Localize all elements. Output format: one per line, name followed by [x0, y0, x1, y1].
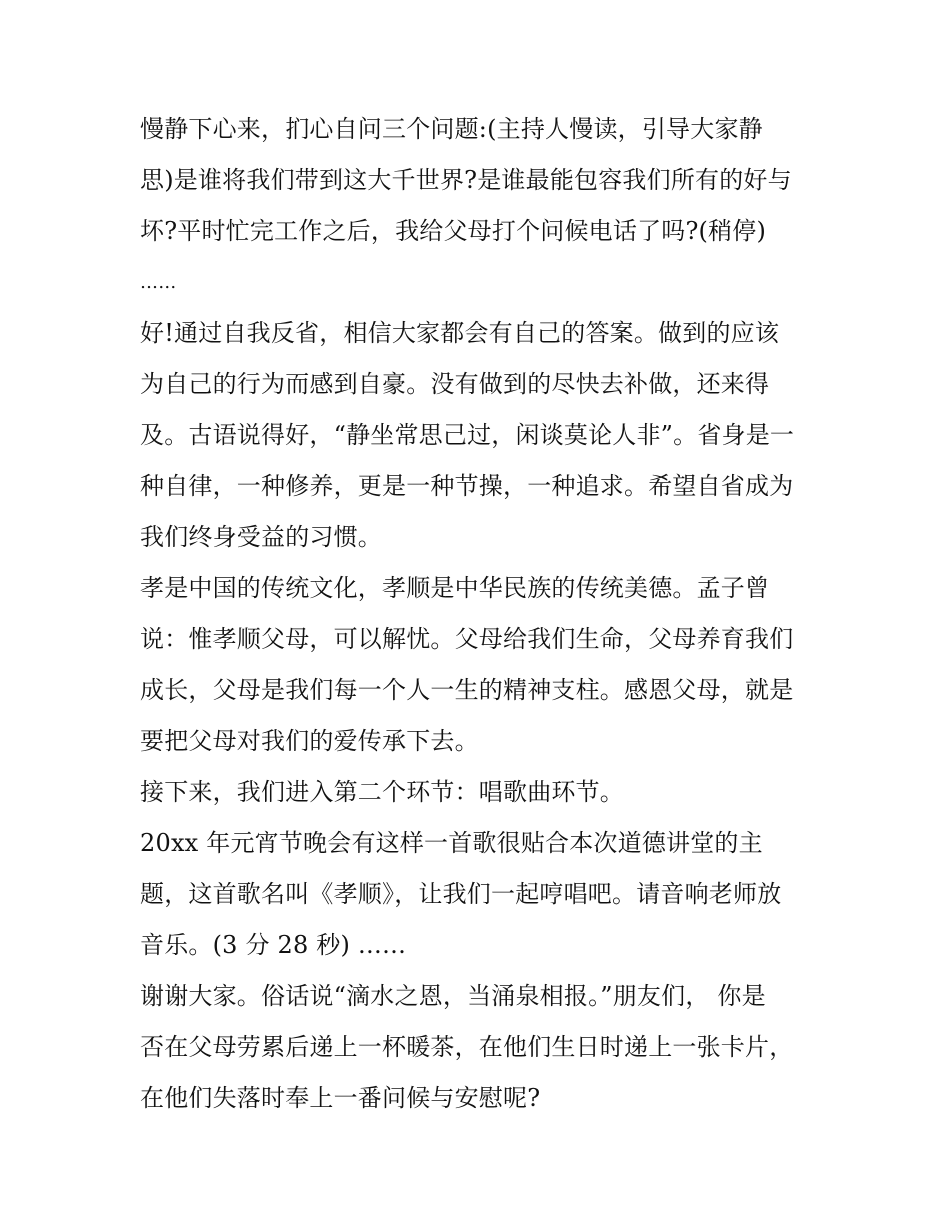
text-line: 思)是谁将我们带到这大千世界?是谁最能包容我们所有的好与	[140, 166, 792, 194]
text-line: 我们终身受益的习惯。	[140, 523, 382, 551]
ellipsis-line: ……	[140, 272, 177, 293]
text-line: 慢静下心来，扪心自问三个问题:(主持人慢读，引导大家静	[140, 115, 763, 143]
text-line: 及。古语说得好，“静坐常思己过，闲谈莫论人非”。省身是一	[140, 421, 795, 449]
text-line: 坏?平时忙完工作之后，我给父母打个问候电话了吗?(稍停)	[140, 217, 767, 245]
document-body	[140, 111, 812, 1131]
text-line: 否在父母劳累后递上一杯暖茶，在他们生日时递上一张卡片，	[140, 1033, 794, 1061]
text-line: 接下来，我们进入第二个环节：唱歌曲环节。	[140, 778, 624, 806]
text-line: 要把父母对我们的爱传承下去。	[140, 727, 479, 755]
text-line: 种自律，一种修养，更是一种节操，一种追求。希望自省成为	[140, 472, 794, 500]
text-line: 20xx 年元宵节晚会有这样一首歌很贴合本次道德讲堂的主	[140, 829, 763, 857]
text-line: 成长，父母是我们每一个人一生的精神支柱。感恩父母，就是	[140, 676, 794, 704]
text-line: 孝是中国的传统文化，孝顺是中华民族的传统美德。孟子曾	[140, 574, 770, 602]
text-line: 好!通过自我反省，相信大家都会有自己的答案。做到的应该	[140, 319, 780, 347]
text-line: 在他们失落时奉上一番问候与安慰呢?	[140, 1084, 541, 1112]
text-line: 音乐。(3 分 28 秒) ……	[140, 931, 407, 959]
text-line: 谢谢大家。俗话说“滴水之恩，当涌泉相报。”朋友们， 你是	[140, 982, 766, 1010]
text-line: 说：惟孝顺父母，可以解忧。父母给我们生命，父母养育我们	[140, 625, 794, 653]
text-line: 题，这首歌名叫《孝顺》，让我们一起哼唱吧。请音响老师放	[140, 880, 782, 908]
text-line: 为自己的行为而感到自豪。没有做到的尽快去补做，还来得	[140, 370, 770, 398]
